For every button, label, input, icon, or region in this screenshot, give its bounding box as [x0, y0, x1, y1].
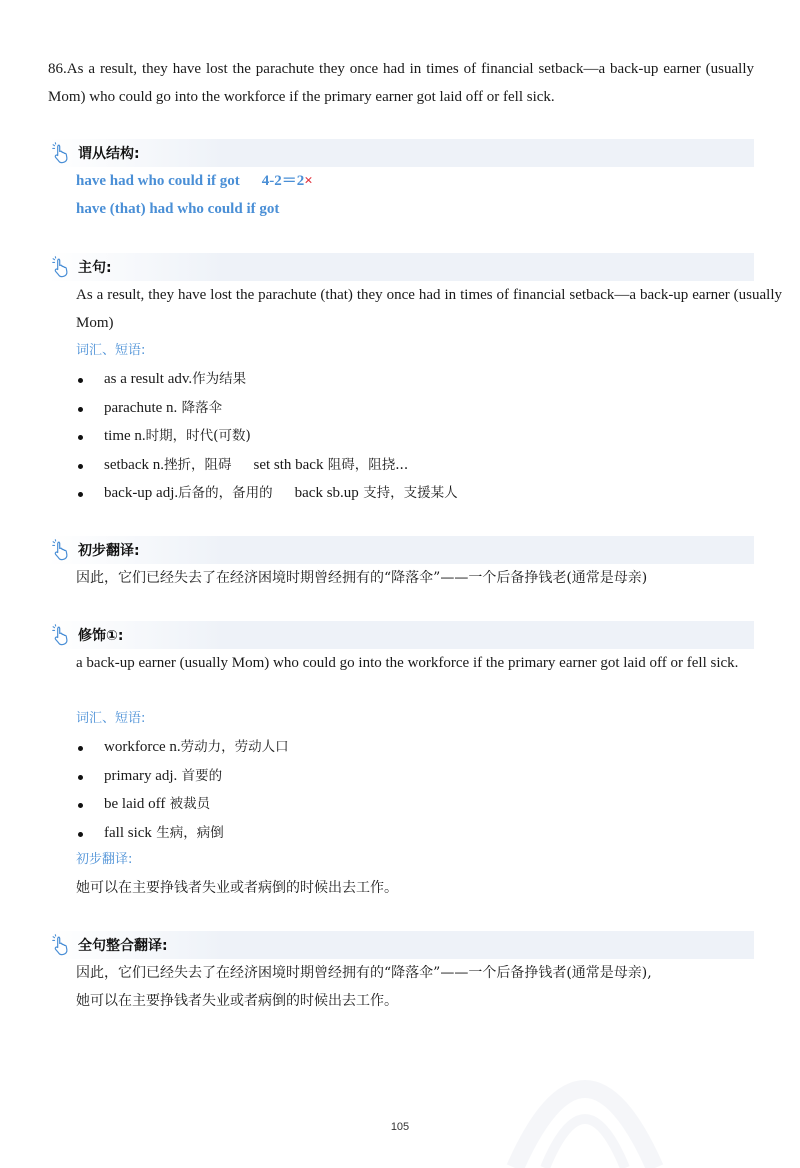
section-title: 初步翻译:: [78, 543, 140, 559]
intro-text: As a result, they have lost the parachute they once had in times of financial setback—a back-up earner (usually Mom) who could go into the workforce if the primary earner got laid off or fell sick.: [48, 61, 754, 105]
pointing-hand-icon: [50, 934, 72, 956]
list-item: fall sick 生病，病倒: [48, 819, 754, 848]
section-header-main-clause: [48, 253, 754, 281]
pointing-hand-icon: [50, 624, 72, 646]
page-number: 105: [390, 1121, 410, 1133]
full-translation: [48, 959, 782, 1015]
section-header-full-translation: [48, 931, 754, 959]
intro-paragraph: [48, 55, 754, 111]
translation-text: 她可以在主要挣钱者失业或者病倒的时候出去工作。: [76, 880, 398, 896]
main-clause-sentence: [48, 281, 782, 365]
list-item: be laid off 被裁员: [48, 790, 754, 819]
modifier-translation: [48, 846, 782, 902]
translation-line-1: 因此，它们已经失去了在经济困境时期曾经拥有的“降落伞”——一个后备挣钱者(通常是母亲),: [76, 965, 652, 981]
initial-translation: [48, 564, 782, 592]
cross-mark: ×: [304, 173, 313, 189]
modifier-sentence: [48, 649, 754, 677]
modifier-text: a back-up earner (usually Mom) who could go into the workforce if the primary earner got laid off or fell sick.: [76, 655, 739, 671]
list-item: workforce n.劳动力，劳动人口: [48, 733, 754, 762]
list-item: parachute n. 降落伞: [48, 394, 754, 423]
vocab-list-main: [48, 365, 754, 508]
translation-line-2: 她可以在主要挣钱者失业或者病倒的时候出去工作。: [76, 993, 398, 1009]
list-item: primary adj. 首要的: [48, 762, 754, 791]
pointing-hand-icon: [50, 256, 72, 278]
list-item: time n.时期，时代(可数): [48, 422, 754, 451]
sentence-number: 86.: [48, 61, 67, 77]
list-item: back-up adj.后备的，备用的 back sb.up 支持，支援某人: [48, 479, 754, 508]
section-title: 修饰①:: [78, 628, 124, 644]
section-header-initial-translation: [48, 536, 754, 564]
section-title: 谓从结构:: [78, 146, 140, 162]
clause-structure-lines: [48, 167, 782, 223]
vocab-label: 词汇、短语:: [76, 711, 146, 726]
structure-count: 4-2＝2: [261, 173, 305, 189]
translation-label: 初步翻译:: [76, 852, 133, 867]
section-header-clause-structure: [48, 139, 754, 167]
section-title: 全句整合翻译:: [78, 938, 168, 954]
pointing-hand-icon: [50, 142, 72, 164]
vocab-label-block: [48, 705, 782, 733]
translation-text: 因此，它们已经失去了在经济困境时期曾经拥有的“降落伞”——一个后备挣钱老(通常是母亲): [76, 570, 648, 586]
list-item: as a result adv.作为结果: [48, 365, 754, 394]
main-clause-text: As a result, they have lost the parachute (that) they once had in times of financial setback—a back-up earner (usually Mom): [76, 287, 782, 331]
structure-line-1: have had who could if got: [76, 173, 240, 189]
section-header-modifier-1: [48, 621, 754, 649]
watermark-graphic: [505, 1030, 665, 1168]
vocab-label: 词汇、短语:: [76, 343, 146, 358]
vocab-list-modifier: [48, 733, 754, 847]
structure-line-2: have (that) had who could if got: [76, 201, 280, 217]
section-title: 主句:: [78, 260, 112, 276]
pointing-hand-icon: [50, 539, 72, 561]
list-item: setback n.挫折，阻碍 set sth back 阻碍，阻挠...: [48, 451, 754, 480]
